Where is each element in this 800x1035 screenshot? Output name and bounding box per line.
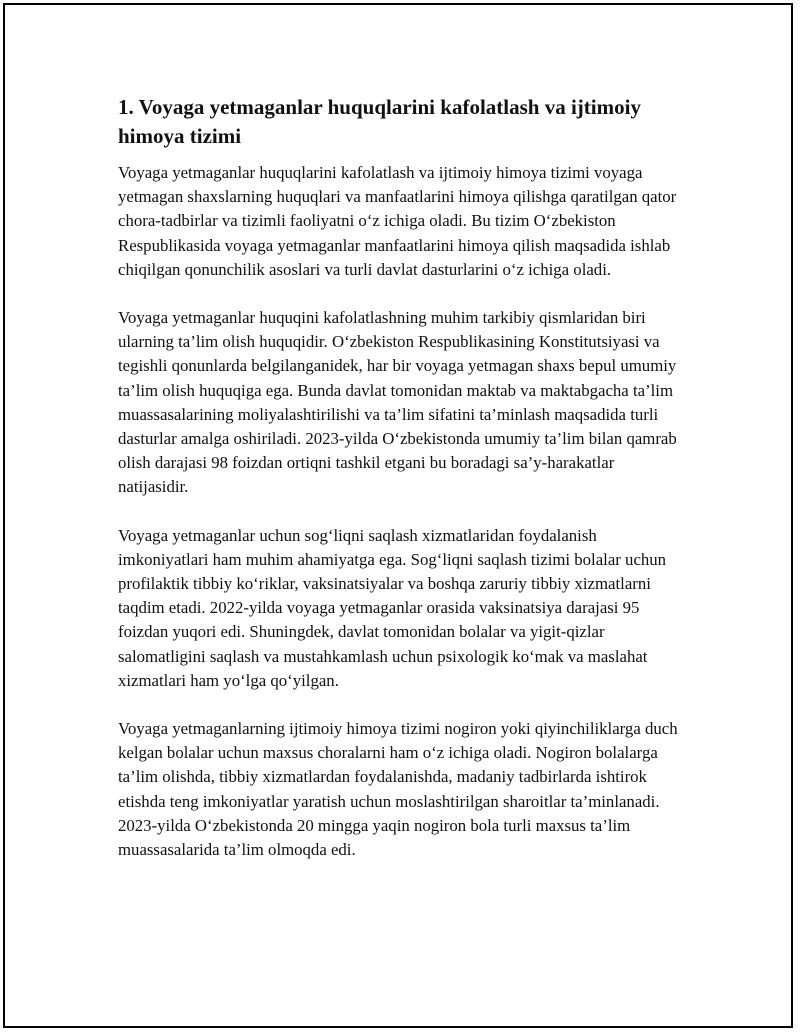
paragraph-4: Voyaga yetmaganlarning ijtimoiy himoya tizimi nogiron yoki qiyinchiliklarga duch kelgan bolalar uchun maxsus choralarni ham o‘z ichiga oladi. Nogiron bolalarga ta’lim olishda, tibbiy xizmatlardan foydalanishda, madaniy tadbirlarda ishtirok etishda teng imkoniyatlar yaratish uchun moslashtirilgan sharoitlar ta’minlanadi. 2023-yilda O‘zbekistonda 20 mingga yaqin nogiron bola turli maxsus ta’lim muassasalarida ta’lim olmoqda edi. — [118, 719, 678, 860]
section-heading: 1. Voyaga yetmaganlar huquqlarini kafolatlash va ijtimoiy himoya tizimi — [118, 95, 641, 148]
document-body — [118, 93, 683, 886]
paragraph-1: Voyaga yetmaganlar huquqlarini kafolatlash va ijtimoiy himoya tizimi voyaga yetmagan shaxslarning huquqlari va manfaatlarini himoya qilishga qaratilgan qator chora-tadbirlar va tizimli faoliyatni o‘z ichiga oladi. Bu tizim O‘zbekiston Respublikasida voyaga yetmaganlar manfaatlarini himoya qilish maqsadida ishlab chiqilgan qonunchilik asoslari va turli davlat dasturlarini o‘z ichiga oladi. — [118, 163, 677, 279]
paragraph-3: Voyaga yetmaganlar uchun sog‘liqni saqlash xizmatlaridan foydalanish imkoniyatlari ham muhim ahamiyatga ega. Sog‘liqni saqlash tizimi bolalar uchun profilaktik tibbiy ko‘riklar, vaksinatsiyalar va boshqa zaruriy tibbiy xizmatlarni taqdim etadi. 2022-yilda voyaga yetmaganlar orasida vaksinatsiya darajasi 95 foizdan yuqori edi. Shuningdek, davlat tomonidan bolalar va yigit-qizlar salomatligini saqlash va mustahkamlash uchun psixologik ko‘mak va maslahat xizmatlari ham yo‘lga qo‘yilgan. — [118, 525, 667, 690]
paragraph-2: Voyaga yetmaganlar huquqini kafolatlashning muhim tarkibiy qismlaridan biri ularning ta’lim olish huquqidir. O‘zbekiston Respublikasining Konstitutsiyasi va tegishli qonunlarda belgilanganidek, har bir voyaga yetmagan shaxs bepul umumiy ta’lim olish huquqiga ega. Bunda davlat tomonidan maktab va maktabgacha ta’lim muassasalarining moliyalashtirilishi va ta’lim sifatini ta’minlash maqsadida turli dasturlar amalga oshiriladi. 2023-yilda O‘zbekistonda umumiy ta’lim bilan qamrab olish darajasi 98 foizdan ortiqni tashkil etgani bu boradagi sa’y-harakatlar natijasidir. — [118, 308, 677, 497]
